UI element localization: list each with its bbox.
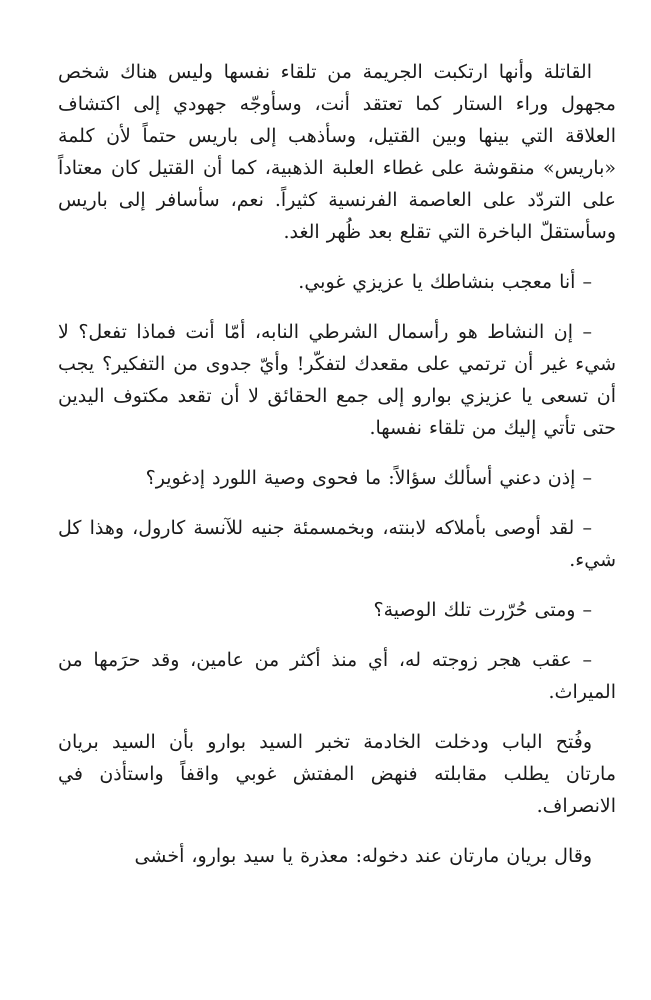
dialogue-line: – أنا معجب بنشاطك يا عزيزي غوبي. xyxy=(298,271,592,293)
dialogue-line: – ومتى حُرّرت تلك الوصية؟ xyxy=(373,599,592,621)
dialogue-line: – عقب هجر زوجته له، أي منذ أكثر من عامين، وقد حرَمها من الميراث. xyxy=(58,649,616,703)
book-page xyxy=(58,56,616,890)
dialogue-line: – إن النشاط هو رأسمال الشرطي النابه، أمّا أنت فماذا تفعل؟ لا شيء غير أن ترتمي على مقعدك لتفكّر! وأيّ جدوى من التفكير؟ يجب أن تسعى يا عزيزي بوارو إلى جمع الحقائق لا أن تقعد مكتوف اليدين حتى تأتي إليك من تلقاء نفسها. xyxy=(58,321,616,439)
dialogue-line: – إذن دعني أسألك سؤالاً: ما فحوى وصية اللورد إدغوير؟ xyxy=(145,467,592,489)
narrative-paragraph: القاتلة وأنها ارتكبت الجريمة من تلقاء نفسها وليس هناك شخص مجهول وراء الستار كما تعتقد أنت، وسأوجّه جهودي إلى اكتشاف العلاقة التي بينها وبين القتيل، وسأذهب إلى باريس حتماً لأن كلمة «باريس» منقوشة على غطاء العلبة الذهبية، كما أن القتيل كان معتاداً على التردّد على العاصمة الفرنسية كثيراً. نعم، سأسافر إلى باريس وسأستقلّ الباخرة التي تقلع بعد ظُهر الغد. xyxy=(58,61,616,243)
narrative-paragraph: وقال بريان مارتان عند دخوله: معذرة يا سيد بوارو، أخشى xyxy=(134,845,592,867)
narrative-paragraph: وفُتح الباب ودخلت الخادمة تخبر السيد بوارو بأن السيد بريان مارتان يطلب مقابلته فنهض المفتش غوبي واقفاً واستأذن في الانصراف. xyxy=(58,731,616,817)
dialogue-line: – لقد أوصى بأملاكه لابنته، وبخمسمئة جنيه للآنسة كارول، وهذا كل شيء. xyxy=(58,517,616,571)
